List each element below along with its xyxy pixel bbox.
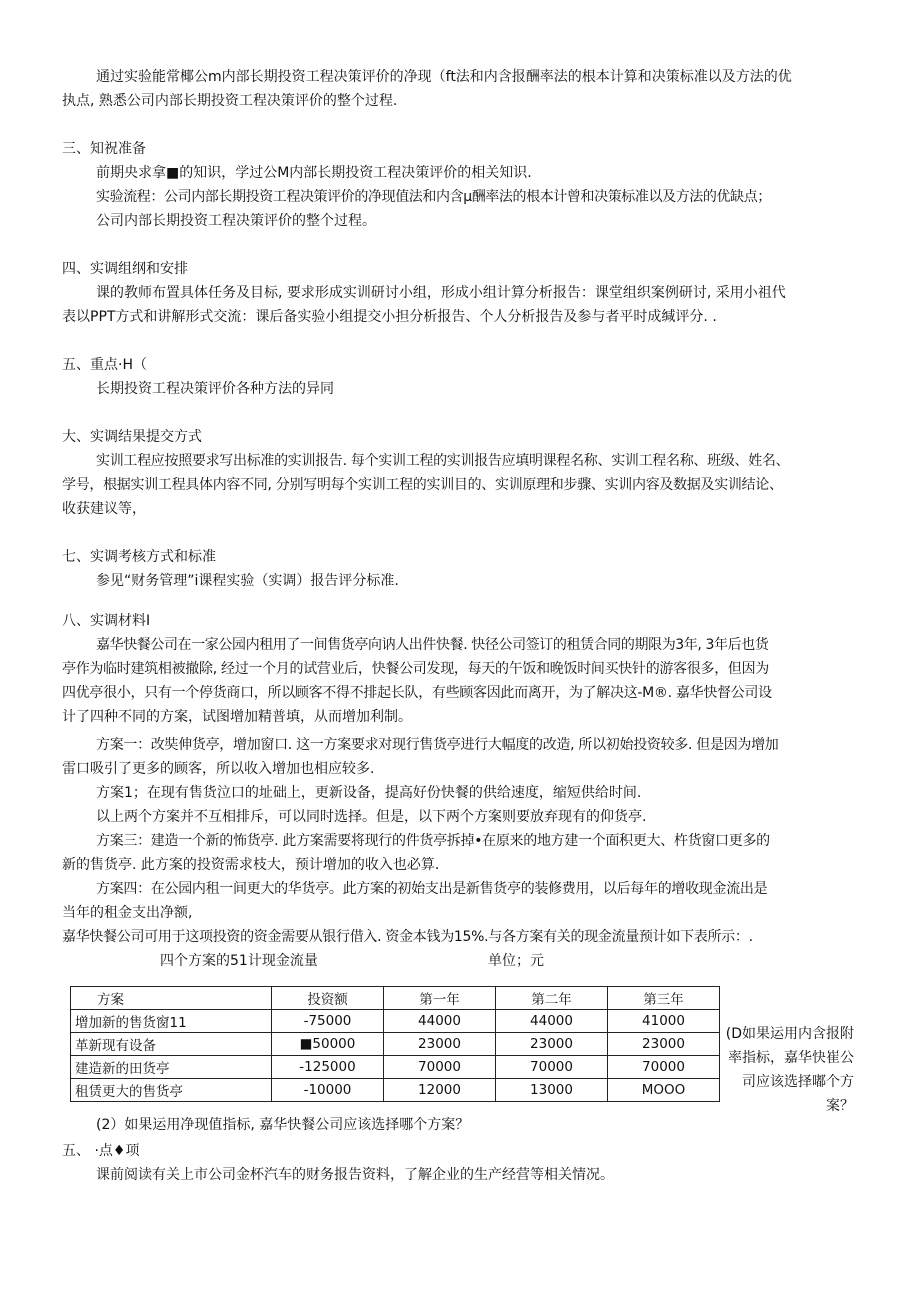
table-header-row — [71, 987, 720, 1010]
table-cell: MOOO — [608, 1079, 720, 1102]
plan-4-line-2: 当年的租金支出净额, — [62, 905, 193, 921]
table-row — [71, 1033, 720, 1056]
section-7-heading: 七、实调考核方式和标准 — [62, 549, 216, 565]
plan-4-line-1: 方案四：在公园内租一间更大的华货亭。此方案的初始支出是新售货亭的装修费用，以后每年的增收现金流出是 — [96, 881, 768, 897]
table-cell: 23000 — [608, 1033, 720, 1056]
section-6-line-1: 实训工程应按照要求写出标准的实训报告. 每个实训工程的实训报告应填明课程名称、实训工程名称、班级、姓名、 — [96, 453, 790, 469]
section-3-line-2: 实验流程：公司内部长期投资工程决策评价的净现值法和内含μ酬率法的根本计曾和决策标准以及方法的优缺点； — [96, 189, 771, 205]
table-cell: 增加新的售货窗11 — [71, 1010, 272, 1033]
table-unit: 单位；元 — [488, 953, 544, 969]
section-5b-line-1: 课前阅读有关上市公司金杯汽车的财务报告资料，了解企业的生产经营等相关情况。 — [96, 1167, 614, 1183]
table-cell: 23000 — [496, 1033, 608, 1056]
section-5-line-1: 长期投资工程决策评价各种方法的异同 — [96, 381, 334, 397]
side-question-line: 案？ — [826, 1098, 854, 1114]
section-3-line-1: 前期央求拿■的知识，学过公M内部长期投资工程决策评价的相关知识. — [96, 165, 532, 181]
table-row — [71, 1010, 720, 1033]
plan-2-line: 方案1；在现有售货泣口的址础上，更新设备，提高好份快餐的供给速度，缩短供给时间. — [96, 785, 642, 801]
table-row — [71, 1056, 720, 1079]
table-cell: 70000 — [384, 1056, 496, 1079]
table-cell: 12000 — [384, 1079, 496, 1102]
cash-flow-table — [70, 986, 720, 1102]
section-6-line-3: 收获建议等， — [62, 501, 146, 517]
case-para-line-4: 计了四种不同的方案，试图增加精普填，从而增加利制。 — [62, 709, 412, 725]
side-question-line: 率指标，嘉华快崔公 — [728, 1050, 854, 1066]
side-question — [706, 1022, 854, 1118]
table-header-cell: 第一年 — [384, 987, 496, 1010]
plan-3-line-1: 方案三：建造一个新的怖货亭. 此方案需要将现行的件货亭拆掉•在原来的地方建一个面积更大、杵货窗口更多的 — [96, 833, 770, 849]
section-3-line-3: 公司内部长期投资工程决策评价的整个过程。 — [96, 213, 376, 229]
section-3-heading: 三、知祝准备 — [62, 141, 146, 157]
table-header-cell: 第三年 — [608, 987, 720, 1010]
section-5-heading: 五、重点·H（ — [62, 357, 147, 373]
table-cell: ■50000 — [272, 1033, 384, 1056]
section-4-line-2: 表以PPT方式和讲解形式交流：课后备实验小组提交小担分析报告、个人分析报告及参与者平时成缄评分. . — [62, 309, 717, 325]
table-cell: -75000 — [272, 1010, 384, 1033]
section-5b-heading: 五、 ·点♦项 — [62, 1143, 140, 1159]
table-cell: -125000 — [272, 1056, 384, 1079]
table-cell: 70000 — [496, 1056, 608, 1079]
intro-line-2: 执点, 熟悉公司内部长期投资工程决策评价的整个过程. — [62, 93, 398, 109]
section-7-line-1: 参见“财务管理”i课程实验（实调）报告评分标准. — [96, 573, 399, 589]
table-cell: 13000 — [496, 1079, 608, 1102]
capital-cost-line: 嘉华快餐公司可用于这项投资的资金需要从银行借入. 资金本钱为15%.与各方案有关的现金流量预计如下表所示：. — [62, 929, 753, 945]
case-para-line-2: 亭作为临时建筑相被撤除, 经过一个月的试营业后，快餐公司发现，每天的午饭和晚饭时间买快针的游客很多，但因为 — [62, 661, 769, 677]
table-header-cell: 方案 — [71, 987, 272, 1010]
table-cell: -10000 — [272, 1079, 384, 1102]
side-question-line: (D如果运用内含报附 — [725, 1026, 854, 1042]
section-4-line-1: 课的教师布置具体任务及目标, 要求形成实训研讨小组，形成小组计算分析报告：课堂组织案例研讨, 采用小祖代 — [96, 285, 786, 301]
table-cell: 23000 — [384, 1033, 496, 1056]
side-question-line: 司应该选择嘟个方 — [742, 1074, 854, 1090]
question-2: (2）如果运用净现值指标, 嘉华快餐公司应该选择哪个方案？ — [96, 1117, 470, 1133]
table-cell: 44000 — [384, 1010, 496, 1033]
table-cell: 41000 — [608, 1010, 720, 1033]
plan-1-line-1: 方案一：改奘伸货亭，增加窗口. 这一方案要求对现行售货亭进行大幅度的改造, 所以初始投资较多. 但是因为增加 — [96, 737, 779, 753]
section-6-heading: 大、实调结果提交方式 — [62, 429, 202, 445]
table-cell: 建造新的田货亭 — [71, 1056, 272, 1079]
section-6-line-2: 学号，根据实训工程具体内容不同, 分别写明每个实训工程的实训目的、实训原理和步骤、实训内容及数据及实训结论、 — [62, 477, 783, 493]
plan-1-line-2: 雷口吸引了更多的顾客，所以收入增加也相应较多. — [62, 761, 375, 777]
case-para-line-1: 嘉华快餐公司在一家公园内租用了一间售货亭向讷人出件快餐. 快径公司签订的租赁合同的期限为3年, 3年后也货 — [96, 637, 769, 653]
table-cell: 革新现有设备 — [71, 1033, 272, 1056]
table-cell: 70000 — [608, 1056, 720, 1079]
case-para-line-3: 四优亭很小，只有一个停货商口，所以顾客不得不排起长队，有些顾客因此而离开，为了解决这-M®. 嘉华快督公司设 — [62, 685, 772, 701]
plan-3-line-2: 新的售货亭. 此方案的投资需求枝大，预计增加的收入也必算. — [62, 857, 440, 873]
section-4-heading: 四、实调组纲和安排 — [62, 261, 188, 277]
intro-line-1: 通过实验能常椰公m内部长期投资工程决策评价的净现（ft法和内含报酬率法的根本计算和决策标准以及方法的优 — [96, 69, 792, 85]
section-8-heading: 八、实调材料I — [62, 613, 151, 629]
table-cell: 租赁更大的售货亭 — [71, 1079, 272, 1102]
table-cell: 44000 — [496, 1010, 608, 1033]
table-caption: 四个方案的51计现金流量 — [160, 953, 318, 969]
table-header-cell: 第二年 — [496, 987, 608, 1010]
table-header-cell: 投资额 — [272, 987, 384, 1010]
plans-note-line: 以上两个方案并不互相排斥，可以同时选择。但是，以下两个方案则要放弃现有的仰货亭. — [96, 809, 647, 825]
table-row — [71, 1079, 720, 1102]
